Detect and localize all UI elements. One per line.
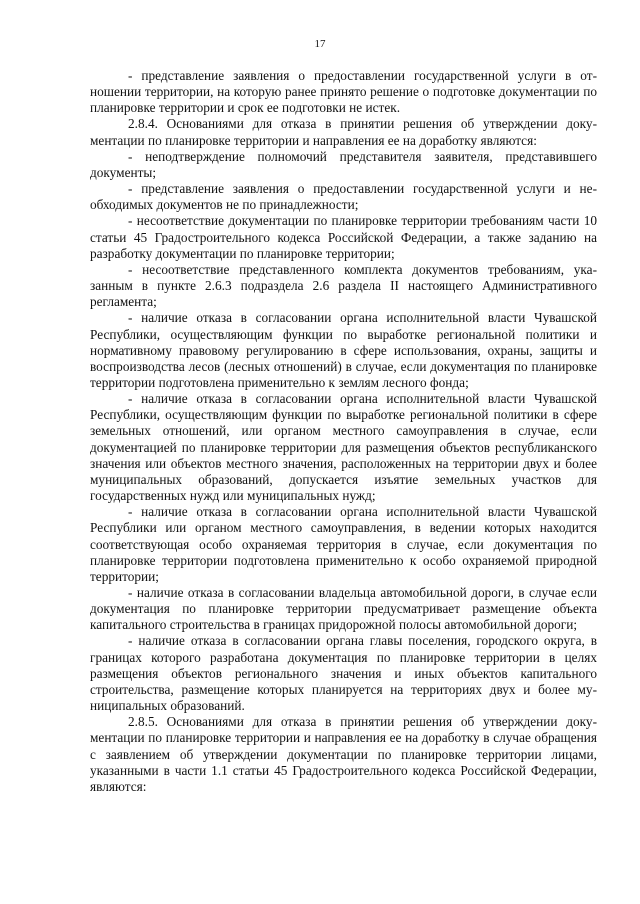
paragraph: - представление заявления о предоставлении государственной услуги в отношении территории, на которую ранее принято решение о подготовке документации по планировке территории и срок ее подготовки не истек. bbox=[90, 68, 597, 116]
paragraph: 2.8.5. Основаниями для отказа в принятии решения об утверждении документации по планировке территории и направления ее на доработку в случае обращения с заявлением об утверждении документации по планировке территории лицами, указанными в части 1.1 статьи 45 Градостроительного кодекса Российской Федерации, являются: bbox=[90, 714, 597, 794]
paragraph: - несоответствие документации по планировке территории требованиям части 10 статьи 45 Градостроительного кодекса Российской Федерации, а также заданию на разработку документации по планировке территории; bbox=[90, 213, 597, 261]
paragraph: - наличие отказа в согласовании владельца автомобильной дороги, в случае если документация по планировке территории предусматривает размещение объекта капитального строительства в границах придорожной полосы автомобильной дороги; bbox=[90, 585, 597, 633]
paragraph: - представление заявления о предоставлении государственной услуги и необходимых документов не по принадлежности; bbox=[90, 181, 597, 213]
paragraph: - наличие отказа в согласовании органа исполнительной власти Чувашской Республики или органом местного самоуправления, в ведении которых находится соответствующая особо охраняемая территория в случае, если документация по планировке территории подготовлена применительно к особо охраняемой природной территории; bbox=[90, 504, 597, 584]
paragraph: - наличие отказа в согласовании органа исполнительной власти Чувашской Республики, осуществляющим функции по выработке региональной политики и нормативному правовому регулированию в сфере использования, охраны, защиты и воспроизводства лесов (лесных отношений) в случае, если документация по планировке территории подготовлена применительно к землям лесного фонда; bbox=[90, 310, 597, 390]
paragraph: - неподтверждение полномочий представителя заявителя, представившего документы; bbox=[90, 148, 597, 180]
paragraph: - несоответствие представленного комплекта документов требованиям, указанным в пункте 2.6.3 подраздела 2.6 раздела II настоящего Административного регламента; bbox=[90, 261, 597, 310]
page-number: 17 bbox=[314, 38, 326, 50]
paragraph: - наличие отказа в согласовании органа главы поселения, городского округа, в границах которого разработана документация по планировке территории в целях размещения объектов регионального значения и иных объектов капитального строительства, размещение которых планируется на территориях двух и более муниципальных образований. bbox=[90, 633, 597, 714]
paragraph: 2.8.4. Основаниями для отказа в принятии решения об утверждении документации по планировке территории и направления ее на доработку являются: bbox=[90, 116, 597, 148]
document-body bbox=[90, 68, 597, 795]
paragraph: - наличие отказа в согласовании органа исполнительной власти Чувашской Республики, осуществляющим функции по выработке региональной политики в сфере земельных отношений, или органом местного самоуправления в случае, если документацией по планировке территории для размещения объектов республиканского значения или объектов местного значения, расположенных на территории двух и более муниципальных образований, допускается изъятие земельных участков для государственных нужд или муниципальных нужд; bbox=[90, 391, 597, 504]
